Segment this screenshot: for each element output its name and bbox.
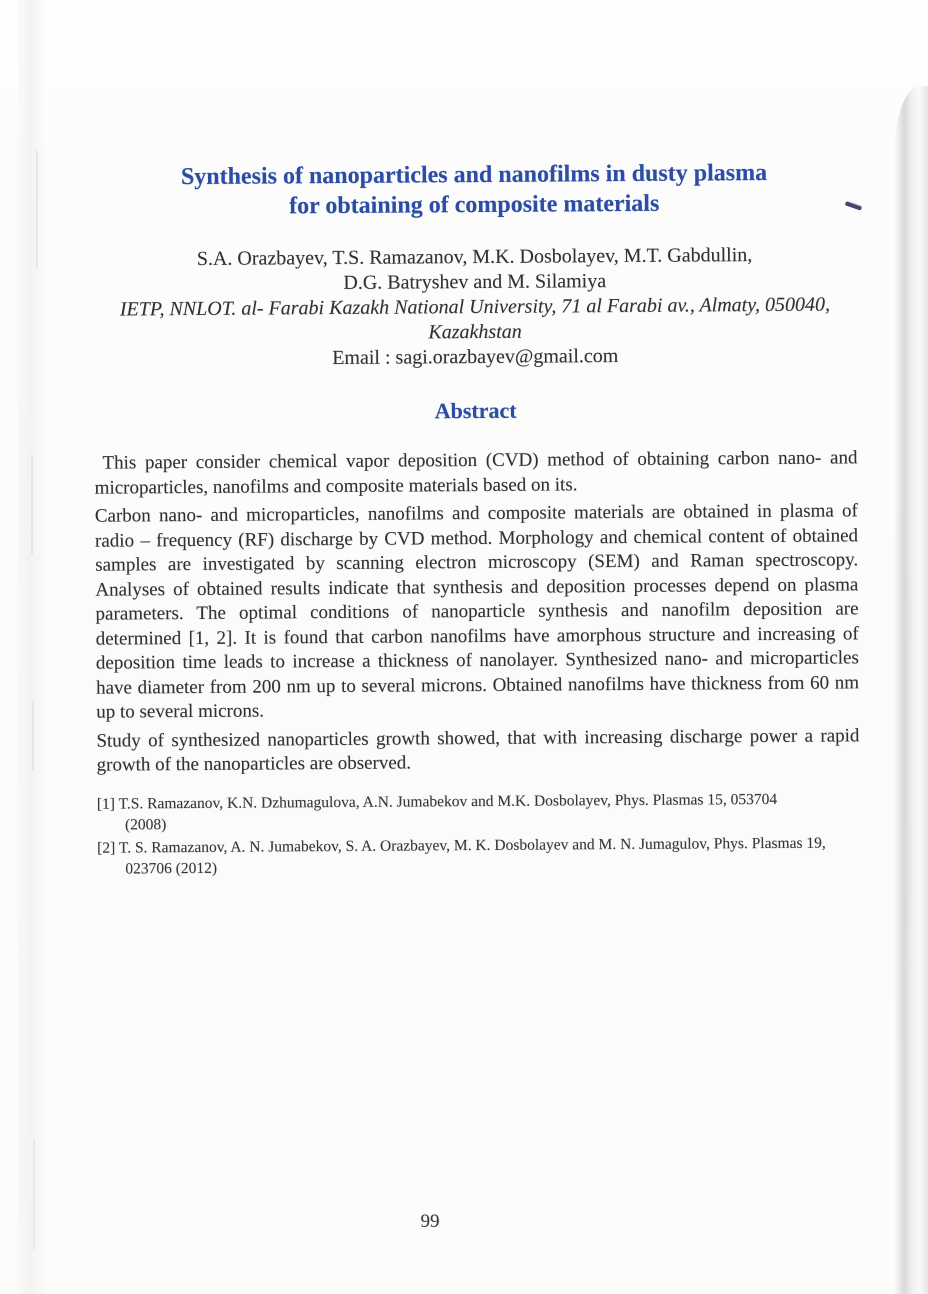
reference-item-2 [97, 832, 860, 880]
reference-2-first-line [97, 834, 826, 856]
paper-title-line2: for obtaining of composite materials [288, 190, 660, 220]
email-line: Email : sagi.orazbayev@gmail.com [332, 345, 619, 369]
reference-item-1 [97, 788, 860, 836]
reference-2-continuation: 023706 (2012) [125, 859, 218, 878]
scan-artifact [31, 455, 33, 555]
authors-block [93, 242, 856, 297]
scan-artifact [33, 1140, 35, 1250]
references-list [97, 788, 861, 880]
abstract-paragraph-2: Carbon nano- and microparticles, nanofilms and composite materials are obtained in plasma of radio – frequency (RF) discharge by CVD method. Morphology and chemical content of obtained samples are investigated by scanning electron microscopy (SEM) and Raman spectroscopy. Analyses of obtained results indicate that synthesis and deposition processes depend on plasma parameters. The optimal conditions of nanoparticle synthesis and nanofilm deposition are determined [1, 2]. It is found that carbon nanofilms have amorphous structure and increasing of deposition time leads to increase a thickness of nanolayer. Synthesized nano- and microparticles have diameter from 200 nm up to several microns. Obtained nanofilms have thickness from 60 nm up to several microns. [94, 500, 860, 723]
reference-1-continuation: (2008) [124, 816, 167, 834]
abstract-paragraph-1: This paper consider chemical vapor deposition (CVD) method of obtaining carbon nano- and microparticles, nanofilms and composite materials based on its. [94, 447, 858, 499]
reference-2-text: T. S. Ramazanov, A. N. Jumabekov, S. A. Orazbayev, M. K. Dosbolayev and M. N. Jumagulov, Phys. Plasmas 19, [118, 834, 826, 857]
affiliation-line1: IETP, NNLOT. al- Farabi Kazakh National University, 71 al Farabi av., Almaty, 050040, [119, 293, 831, 321]
abstract-heading: Abstract [434, 397, 517, 424]
reference-1-text: T.S. Ramazanov, K.N. Dzhumagulova, A.N. Jumabekov and M.K. Dosbolayev, Phys. Plasmas 15, 053704 [118, 790, 778, 813]
reference-1-first-line [97, 790, 777, 812]
scan-artifact [36, 150, 38, 270]
scan-left-streak [18, 0, 44, 1294]
paper-title [92, 157, 855, 222]
affiliation-line2: Kazakhstan [428, 320, 522, 344]
abstract-body [94, 446, 859, 778]
reference-2-label: [2] [97, 839, 116, 857]
paper-content [91, 0, 860, 881]
abstract-paragraph-3: Study of synthesized nanoparticles growth showed, that with increasing discharge power a rapid growth of the nanoparticles are observed. [96, 724, 860, 776]
paper-title-line1: Synthesis of nanoparticles and nanofilms in dusty plasma [180, 159, 768, 191]
affiliation-block [93, 292, 856, 347]
page-curl-shadow [894, 86, 928, 1294]
authors-line1: S.A. Orazbayev, T.S. Ramazanov, M.K. Dosbolayev, M.T. Gabdullin, [196, 244, 753, 270]
reference-1-label: [1] [96, 795, 115, 813]
authors-line2: D.G. Batryshev and M. Silamiya [343, 270, 607, 294]
scan-artifact [32, 700, 34, 770]
page-number: 99 [420, 1211, 440, 1232]
